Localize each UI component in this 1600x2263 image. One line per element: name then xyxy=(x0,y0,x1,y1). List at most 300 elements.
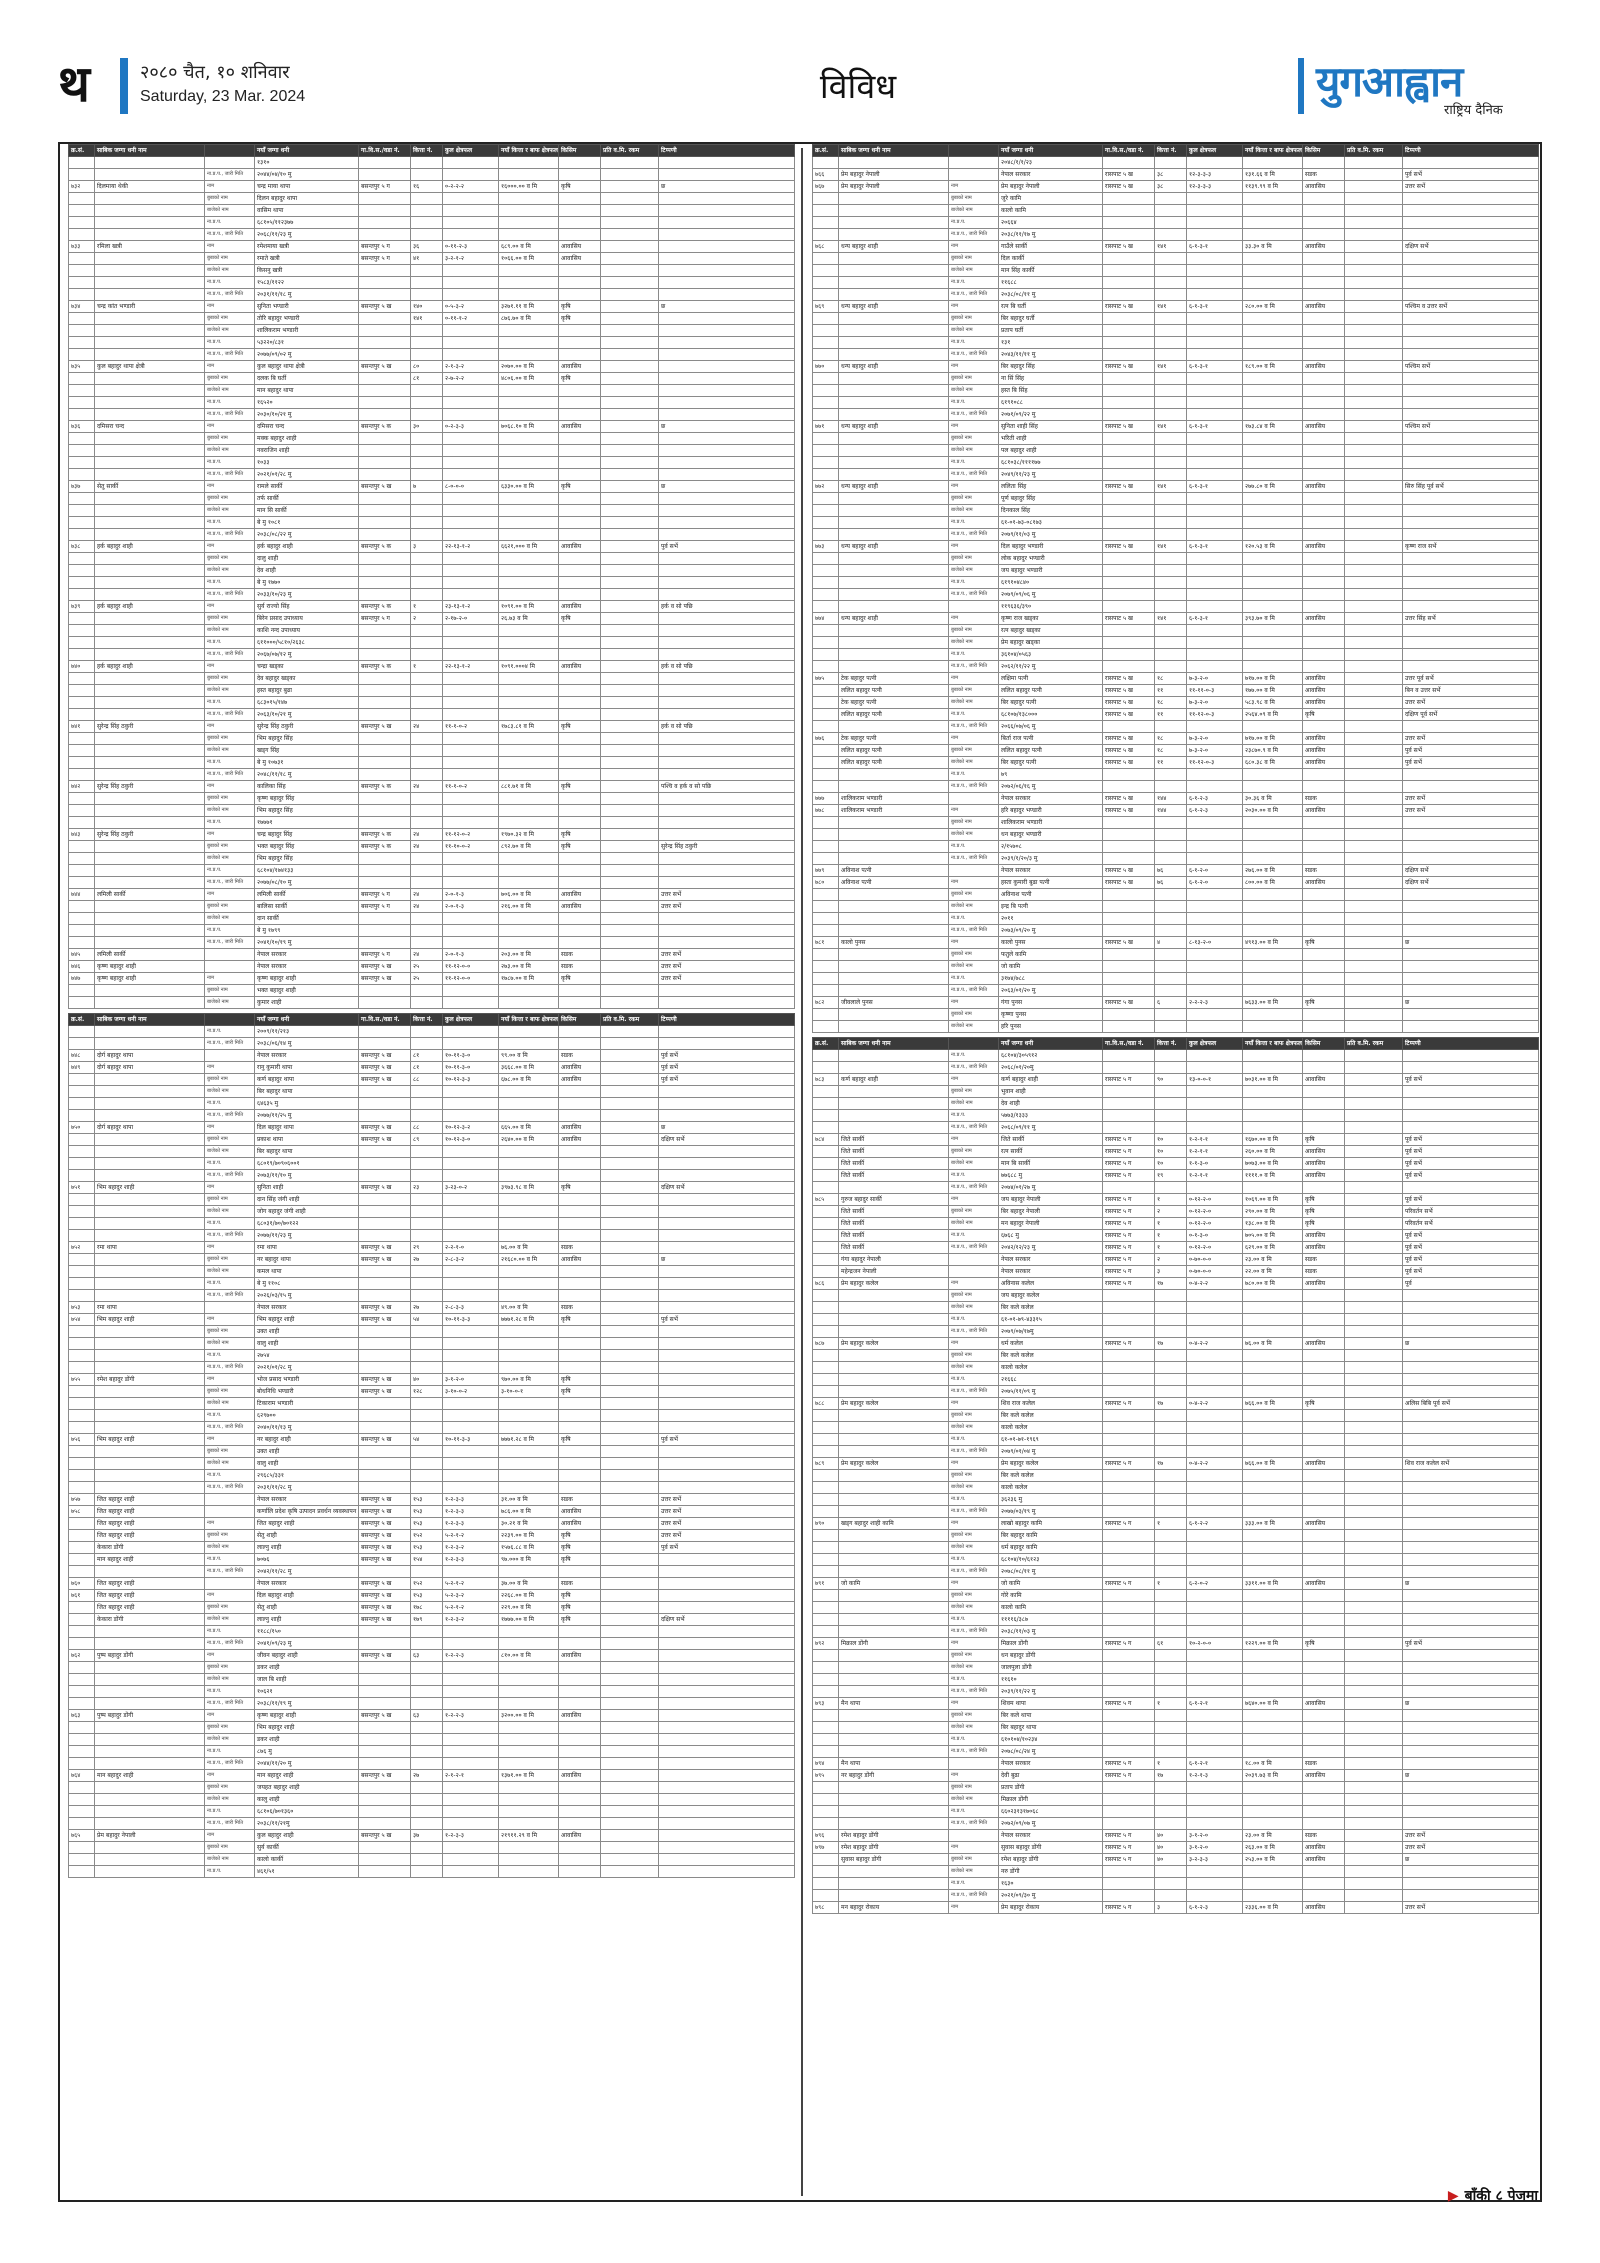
cell-sn xyxy=(69,1482,95,1494)
cell-ward: बसन्तपुर ५ ख xyxy=(359,1506,411,1518)
cell-note: पूर्व सर्भे xyxy=(1403,1146,1539,1158)
cell-lab: बुबाको नाम xyxy=(949,949,999,961)
cell-sn: ७३७ xyxy=(69,481,95,493)
cell-rate xyxy=(1345,217,1403,229)
cell-area: २-०-१-३ xyxy=(443,949,499,961)
cell-note: पूर्व सर्भे xyxy=(1403,1254,1539,1266)
cell-kitta xyxy=(411,265,443,277)
cell-lab xyxy=(949,1758,999,1770)
cell-kitta: ९० xyxy=(1155,1074,1187,1086)
cell-old xyxy=(839,1566,949,1578)
cell-area xyxy=(443,853,499,865)
cell-newarea xyxy=(1243,1422,1303,1434)
cell-kitta: १० xyxy=(1155,1158,1187,1170)
cell-lab: बुबाको नाम xyxy=(205,841,255,853)
cell-lab: बाजेको नाम xyxy=(205,997,255,1009)
table-row xyxy=(69,769,795,781)
cell-type xyxy=(559,805,601,817)
cell-type: सडक xyxy=(559,1578,601,1590)
cell-newarea xyxy=(1243,949,1303,961)
cell-lab: ना.प्र.प., जारी मिति xyxy=(949,1746,999,1758)
cell-area xyxy=(443,517,499,529)
cell-new: सुनिता शाही सिंह xyxy=(999,421,1103,433)
table-header-row xyxy=(69,1014,795,1026)
cell-type xyxy=(559,1170,601,1182)
cell-rate xyxy=(601,649,659,661)
cell-kitta xyxy=(411,1026,443,1038)
cell-lab: नाम xyxy=(205,1434,255,1446)
column-header: कुल क्षेत्रफल xyxy=(1187,145,1243,157)
table-row xyxy=(69,949,795,961)
cell-rate xyxy=(601,589,659,601)
cell-old: मिक्राल डोंगी xyxy=(839,1638,949,1650)
cell-note xyxy=(659,1806,795,1818)
cell-kitta: १ xyxy=(1155,1194,1187,1206)
cell-kitta: १ xyxy=(1155,1518,1187,1530)
cell-new: हस्त बि सिंह xyxy=(999,385,1103,397)
cell-rate xyxy=(601,1866,659,1878)
cell-lab: नाम xyxy=(949,481,999,493)
cell-old xyxy=(95,337,205,349)
cell-area xyxy=(443,1278,499,1290)
cell-lab: नाम xyxy=(949,1134,999,1146)
cell-new: कालो पुनस xyxy=(999,937,1103,949)
cell-rate xyxy=(1345,1050,1403,1062)
cell-old xyxy=(95,1230,205,1242)
cell-old xyxy=(95,1674,205,1686)
cell-note xyxy=(1403,1602,1539,1614)
cell-kitta: ५४ xyxy=(411,1434,443,1446)
cell-type: सडक xyxy=(559,1242,601,1254)
cell-note xyxy=(1403,1326,1539,1338)
cell-ward: रासपाट ५ ग xyxy=(1103,1338,1155,1350)
cell-sn: ७८० xyxy=(813,877,839,889)
cell-type: आवासिय xyxy=(1303,1902,1345,1914)
cell-sn xyxy=(69,445,95,457)
table-row xyxy=(69,1446,795,1458)
cell-old xyxy=(95,1818,205,1830)
cell-new: मिक्राल डोंगी xyxy=(999,1638,1103,1650)
cell-rate xyxy=(601,229,659,241)
cell-new: दालु शाही xyxy=(255,553,359,565)
cell-note xyxy=(1403,1098,1539,1110)
cell-lab: ना.प्र.प., जारी मिति xyxy=(949,589,999,601)
cell-new: २०७९/०९/०६ मु xyxy=(999,589,1103,601)
cell-new: नवराजिन शाही xyxy=(255,445,359,457)
cell-ward xyxy=(1103,1662,1155,1674)
cell-rate xyxy=(601,1758,659,1770)
table-row xyxy=(69,901,795,913)
cell-rate xyxy=(1345,337,1403,349)
cell-rate xyxy=(601,337,659,349)
cell-kitta: ३८ xyxy=(1155,169,1187,181)
cell-area xyxy=(443,397,499,409)
cell-lab: ना.प्र.प., जारी मिति xyxy=(949,1182,999,1194)
cell-rate xyxy=(601,733,659,745)
cell-area: १-२-१-१ xyxy=(1187,1146,1243,1158)
table-row xyxy=(813,1302,1539,1314)
cell-kitta: ८८ xyxy=(411,1074,443,1086)
cell-rate xyxy=(601,385,659,397)
cell-ward xyxy=(359,1098,411,1110)
cell-sn xyxy=(813,985,839,997)
cell-ward xyxy=(359,1818,411,1830)
cell-note: कृष्ण राज सर्भे xyxy=(1403,541,1539,553)
table-row xyxy=(69,1674,795,1686)
cell-kitta xyxy=(1155,1806,1187,1818)
cell-lab: ना.प्र.प. xyxy=(949,1110,999,1122)
cell-new: बिर बहादुर थापा xyxy=(999,1722,1103,1734)
cell-lab: बुबाको नाम xyxy=(949,1410,999,1422)
cell-type: सडक xyxy=(1303,1266,1345,1278)
cell-area: ७-३-२-० xyxy=(1187,733,1243,745)
cell-old xyxy=(839,289,949,301)
table-row xyxy=(813,1686,1539,1698)
cell-sn xyxy=(69,1350,95,1362)
cell-new: लाल्नु शाही xyxy=(255,1542,359,1554)
cell-area xyxy=(1187,577,1243,589)
cell-lab: ना.प्र.प. xyxy=(949,1494,999,1506)
cell-old xyxy=(95,277,205,289)
cell-note: दक्षिण सर्भे xyxy=(1403,241,1539,253)
cell-area xyxy=(443,865,499,877)
cell-newarea xyxy=(1243,529,1303,541)
cell-new: बिर्ता राज पत्नी xyxy=(999,733,1103,745)
cell-ward xyxy=(1103,529,1155,541)
cell-sn xyxy=(69,1734,95,1746)
cell-area: ८-१३-२-० xyxy=(1187,937,1243,949)
cell-lab: बुबाको नाम xyxy=(949,1590,999,1602)
cell-lab: नाम xyxy=(205,1830,255,1842)
table-row xyxy=(69,889,795,901)
cell-newarea xyxy=(499,997,559,1009)
cell-note xyxy=(659,1422,795,1434)
cell-rate xyxy=(1345,625,1403,637)
cell-area xyxy=(1187,265,1243,277)
cell-note xyxy=(1403,1590,1539,1602)
cell-kitta: ३ xyxy=(1155,1902,1187,1914)
cell-new: २०७७/०८/१० मु xyxy=(255,877,359,889)
cell-area xyxy=(443,1170,499,1182)
cell-type xyxy=(559,913,601,925)
cell-kitta xyxy=(1155,1566,1187,1578)
cell-type: आवासिय xyxy=(1303,1458,1345,1470)
cell-rate xyxy=(1345,613,1403,625)
table-row xyxy=(69,613,795,625)
cell-old xyxy=(95,349,205,361)
cell-note xyxy=(1403,1614,1539,1626)
cell-kitta xyxy=(411,673,443,685)
cell-note xyxy=(659,1482,795,1494)
cell-ward: बसन्तपुर ५ ख xyxy=(359,361,411,373)
cell-ward: बसन्तपुर ५ ख xyxy=(359,1518,411,1530)
cell-note xyxy=(659,1218,795,1230)
cell-lab: नाम xyxy=(205,1182,255,1194)
cell-area: ०-५-३-२ xyxy=(443,301,499,313)
cell-lab: बाजेको नाम xyxy=(949,637,999,649)
cell-ward xyxy=(359,1230,411,1242)
cell-ward xyxy=(1103,1554,1155,1566)
cell-sn xyxy=(813,397,839,409)
cell-note xyxy=(1403,505,1539,517)
cell-sn xyxy=(813,1110,839,1122)
cell-kitta xyxy=(1155,1794,1187,1806)
cell-new: ललित बहादुर पत्नी xyxy=(999,745,1103,757)
cell-note xyxy=(659,673,795,685)
table-row xyxy=(69,409,795,421)
cell-kitta xyxy=(1155,1674,1187,1686)
cell-new: प्रताप डोंगी xyxy=(999,1782,1103,1794)
cell-new: देव बहादुर खड्का xyxy=(255,673,359,685)
cell-old: जिते सार्की xyxy=(839,1218,949,1230)
cell-kitta xyxy=(1155,325,1187,337)
cell-kitta xyxy=(411,1818,443,1830)
cell-new: पल बहादुर शाही xyxy=(999,445,1103,457)
cell-rate xyxy=(601,889,659,901)
cell-kitta xyxy=(411,277,443,289)
table-row xyxy=(69,1398,795,1410)
cell-kitta xyxy=(411,925,443,937)
cell-area xyxy=(1187,1602,1243,1614)
cell-new: मान बहादुर शाही xyxy=(255,1770,359,1782)
cell-old xyxy=(95,1266,205,1278)
table-row xyxy=(69,697,795,709)
cell-lab: ना.प्र.प., जारी मिति xyxy=(949,349,999,361)
cell-area xyxy=(1187,157,1243,169)
cell-lab: ना.प्र.प. xyxy=(949,769,999,781)
cell-rate xyxy=(601,1482,659,1494)
table-header-row xyxy=(813,1038,1539,1050)
cell-area: ०-४-२-२ xyxy=(1187,1458,1243,1470)
cell-new: बे मु १७७० xyxy=(255,577,359,589)
cell-old xyxy=(839,277,949,289)
cell-type: कृषि xyxy=(559,829,601,841)
cell-kitta: ८१ xyxy=(411,1062,443,1074)
cell-newarea xyxy=(1243,397,1303,409)
cell-kitta xyxy=(1155,1602,1187,1614)
cell-kitta xyxy=(1155,1878,1187,1890)
cell-ward xyxy=(1103,1110,1155,1122)
cell-note xyxy=(659,1398,795,1410)
cell-newarea xyxy=(499,1098,559,1110)
cell-area: ११-११-०-३ xyxy=(1187,685,1243,697)
cell-new: गाउँले सार्की xyxy=(999,241,1103,253)
cell-note xyxy=(659,1086,795,1098)
cell-lab: ना.प्र.प. xyxy=(205,1026,255,1038)
cell-newarea xyxy=(499,697,559,709)
cell-lab: नाम xyxy=(205,1374,255,1386)
cell-newarea: ८८१.७१ व मि xyxy=(499,781,559,793)
cell-rate xyxy=(601,853,659,865)
cell-lab: ना.प्र.प. xyxy=(949,709,999,721)
cell-lab: बाजेको नाम xyxy=(949,757,999,769)
cell-note: उत्तर पूर्व सर्भे xyxy=(1403,673,1539,685)
cell-type xyxy=(559,1818,601,1830)
cell-kitta xyxy=(1155,553,1187,565)
cell-new: कर्ण बहादुर थापा xyxy=(255,1074,359,1086)
cell-rate xyxy=(601,205,659,217)
cell-newarea xyxy=(499,157,559,169)
cell-note xyxy=(1403,781,1539,793)
cell-new: ६१९१०८८ xyxy=(999,397,1103,409)
cell-kitta xyxy=(411,529,443,541)
cell-sn xyxy=(813,577,839,589)
cell-ward: बसन्तपुर ५ ख xyxy=(359,1830,411,1842)
cell-kitta xyxy=(1155,1818,1187,1830)
cell-new: खड्ग सिंह xyxy=(255,745,359,757)
cell-lab: ना.प्र.प. xyxy=(205,1806,255,1818)
cell-sn xyxy=(813,1470,839,1482)
cell-new: मान बहादुर थापा xyxy=(255,385,359,397)
cell-sn xyxy=(69,1038,95,1050)
cell-sn xyxy=(69,1758,95,1770)
cell-area xyxy=(443,1218,499,1230)
cell-note: उत्तर सर्भे xyxy=(659,949,795,961)
cell-newarea: २५६४.०९ व मि xyxy=(1243,709,1303,721)
cell-lab: नाम xyxy=(205,601,255,613)
cell-ward xyxy=(359,1266,411,1278)
cell-area xyxy=(443,1782,499,1794)
cell-ward xyxy=(1103,373,1155,385)
cell-newarea xyxy=(499,349,559,361)
cell-new: कुल बहादुर थापा क्षेत्री xyxy=(255,361,359,373)
cell-old xyxy=(839,625,949,637)
cell-newarea: २२९.०० व मि xyxy=(499,1602,559,1614)
cell-sn xyxy=(69,277,95,289)
cell-type xyxy=(559,1806,601,1818)
cell-new: धन बहादुर डोंगी xyxy=(999,1650,1103,1662)
cell-lab: बाजेको नाम xyxy=(949,1722,999,1734)
cell-old xyxy=(839,1062,949,1074)
table-row xyxy=(69,1650,795,1662)
cell-rate xyxy=(1345,889,1403,901)
cell-type xyxy=(1303,313,1345,325)
cell-old xyxy=(95,1734,205,1746)
cell-area: २-१-२-१ xyxy=(443,1770,499,1782)
cell-sn xyxy=(813,889,839,901)
cell-sn xyxy=(69,757,95,769)
cell-type xyxy=(559,589,601,601)
cell-lab: ना.प्र.प. xyxy=(205,757,255,769)
cell-rate xyxy=(1345,1626,1403,1638)
cell-rate xyxy=(1345,709,1403,721)
cell-area: ०-४-२-२ xyxy=(1187,1278,1243,1290)
cell-ward xyxy=(1103,505,1155,517)
cell-new: कर्णालि प्रदेश कृषि उत्पादन प्रवर्धन व्यवस्थापन xyxy=(255,1506,359,1518)
cell-kitta: १ xyxy=(1155,1218,1187,1230)
cell-kitta: १८ xyxy=(1155,733,1187,745)
cell-old xyxy=(95,1098,205,1110)
cell-rate xyxy=(601,313,659,325)
cell-old xyxy=(95,1470,205,1482)
cell-newarea xyxy=(499,793,559,805)
cell-new: ३१७४/७८८ xyxy=(999,973,1103,985)
cell-ward xyxy=(359,193,411,205)
table-row xyxy=(813,1770,1539,1782)
cell-kitta: १० xyxy=(1155,1134,1187,1146)
cell-ward xyxy=(1103,1098,1155,1110)
cell-type xyxy=(1303,649,1345,661)
cell-sn xyxy=(813,1446,839,1458)
cell-old: टेक बहादुर पत्नी xyxy=(839,697,949,709)
cell-sn: ७५६ xyxy=(69,1434,95,1446)
cell-lab xyxy=(205,1578,255,1590)
cell-old xyxy=(839,1650,949,1662)
cell-newarea xyxy=(1243,1806,1303,1818)
cell-sn xyxy=(69,589,95,601)
cell-area xyxy=(1187,1470,1243,1482)
cell-new: प्रकाश थापा xyxy=(255,1134,359,1146)
cell-new: बिर बहादुर पत्नी xyxy=(999,697,1103,709)
cell-area xyxy=(443,1326,499,1338)
cell-new: २०६८/११/२३ मु xyxy=(255,229,359,241)
cell-sn xyxy=(813,1009,839,1021)
table-row xyxy=(69,661,795,673)
cell-type: आवासिय xyxy=(559,1134,601,1146)
cell-type xyxy=(559,1038,601,1050)
cell-old: रमा थापा xyxy=(95,1302,205,1314)
cell-type: आवासिय xyxy=(1303,805,1345,817)
cell-rate xyxy=(1345,997,1403,1009)
cell-type xyxy=(559,493,601,505)
cell-new: २००९/११/२१३ xyxy=(255,1026,359,1038)
cell-ward xyxy=(1103,769,1155,781)
cell-new: २०२१/०१/२८ मु xyxy=(255,1362,359,1374)
table-row xyxy=(813,1902,1539,1914)
cell-kitta: १५३ xyxy=(411,1590,443,1602)
cell-newarea xyxy=(499,1722,559,1734)
cell-area xyxy=(1187,1818,1243,1830)
cell-new: नेपाल सरकार xyxy=(255,1494,359,1506)
cell-rate xyxy=(1345,1422,1403,1434)
cell-note: पूर्व सर्भे xyxy=(1403,1230,1539,1242)
cell-old xyxy=(95,1170,205,1182)
cell-lab xyxy=(949,601,999,613)
cell-rate xyxy=(601,1398,659,1410)
cell-type: सडक xyxy=(1303,169,1345,181)
cell-area: १०-११-३-३ xyxy=(443,1314,499,1326)
cell-note xyxy=(659,493,795,505)
cell-area xyxy=(1187,1674,1243,1686)
cell-rate xyxy=(1345,1021,1403,1033)
cell-area: ११-१२-०-३ xyxy=(1187,709,1243,721)
cell-kitta: १४० xyxy=(411,301,443,313)
cell-area xyxy=(443,1350,499,1362)
cell-note xyxy=(659,457,795,469)
cell-new: जयहत बहादुर शाही xyxy=(255,1782,359,1794)
cell-lab: बुबाको नाम xyxy=(205,553,255,565)
cell-ward: रासपाट ५ ग xyxy=(1103,1218,1155,1230)
cell-ward: रासपाट ५ ग xyxy=(1103,1758,1155,1770)
table-row xyxy=(69,1458,795,1470)
cell-sn xyxy=(813,265,839,277)
cell-new: गंगा पुनस xyxy=(999,997,1103,1009)
cell-type: कृषि xyxy=(559,841,601,853)
cell-type: कृषि xyxy=(559,1602,601,1614)
cell-kitta xyxy=(411,1194,443,1206)
cell-note xyxy=(659,1674,795,1686)
cell-lab: ना.प्र.प. xyxy=(949,517,999,529)
cell-new: सुवास बहादुर डोंगी xyxy=(999,1842,1103,1854)
cell-note xyxy=(1403,1674,1539,1686)
cell-newarea xyxy=(499,289,559,301)
cell-ward xyxy=(1103,781,1155,793)
cell-sn xyxy=(813,1602,839,1614)
cell-new: बे मु ११०८ xyxy=(255,1278,359,1290)
cell-area xyxy=(443,433,499,445)
cell-note xyxy=(659,361,795,373)
cell-sn xyxy=(813,1782,839,1794)
